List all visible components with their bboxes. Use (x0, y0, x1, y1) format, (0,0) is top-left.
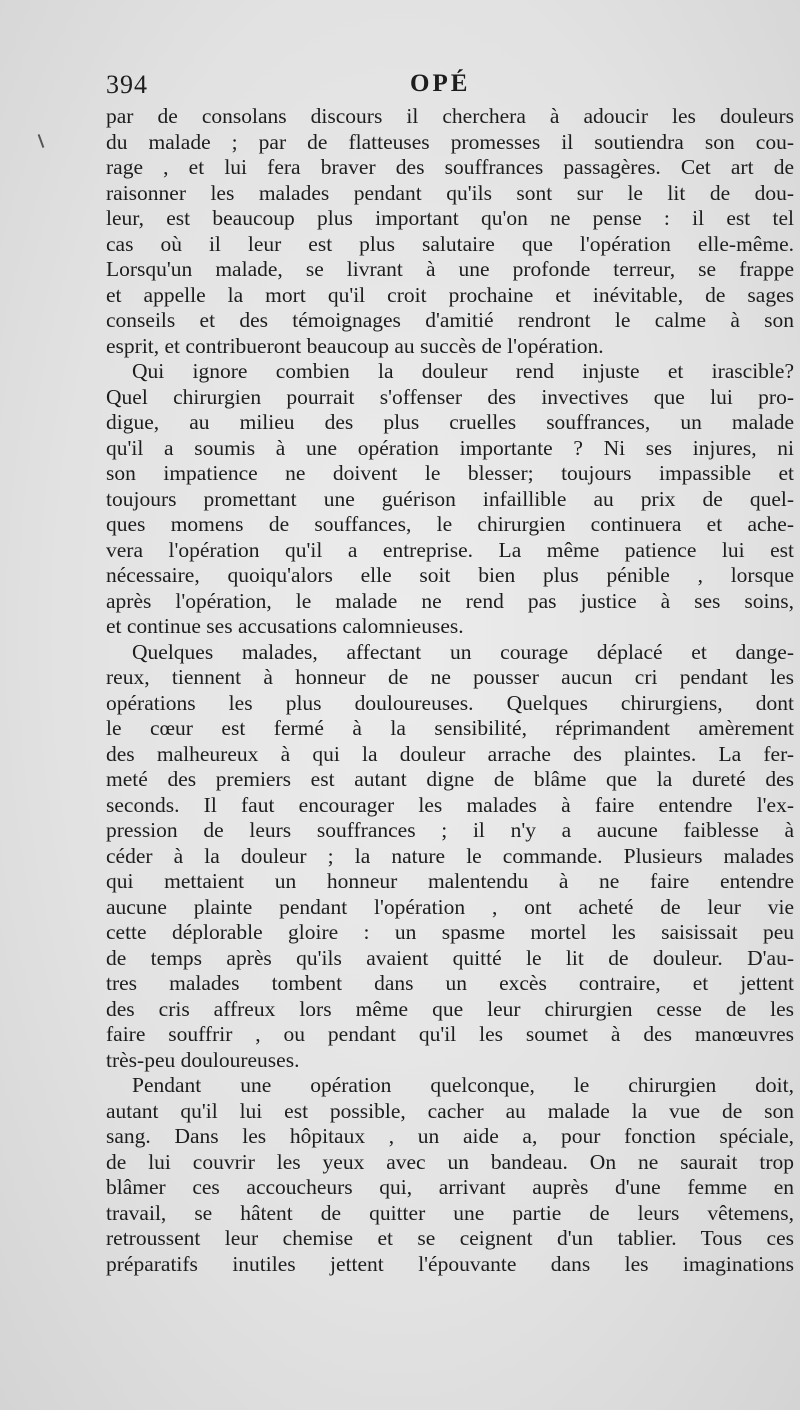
text-line: Quelques malades, affectant un courage déplacé et dange- (132, 639, 794, 664)
text-line: Pendant une opération quelconque, le chirurgien doit, (132, 1073, 794, 1097)
text-line: Qui ignore combien la douleur rend injuste et irascible? (132, 359, 794, 383)
text-line: le cœur est fermé à la sensibilité, réprimandent amèrement (106, 716, 794, 740)
page-header (106, 70, 796, 104)
text-line: raisonner les malades pendant qu'ils sont sur le lit de dou- (106, 180, 794, 205)
text-line: opérations les plus douloureuses. Quelques chirurgiens, dont (106, 690, 794, 715)
text-line: du malade ; par de flatteuses promesses il soutiendra son cou- (106, 129, 794, 154)
text-line: retroussent leur chemise et se ceignent d'un tablier. Tous ces (106, 1226, 794, 1250)
text-line: sang. Dans les hôpitaux , un aide a, pour fonction spéciale, (106, 1124, 794, 1148)
text-line: seconds. Il faut encourager les malades à faire entendre l'ex- (106, 792, 794, 817)
text-line: de temps après qu'ils avaient quitté le lit de douleur. D'au- (106, 945, 794, 970)
text-line: reux, tiennent à honneur de ne pousser aucun cri pendant les (106, 665, 794, 689)
text-line: par de consolans discours il cherchera à adoucir les douleurs (106, 104, 794, 128)
text-line: vera l'opération qu'il a entreprise. La même patience lui est (106, 537, 794, 562)
text-line: son impatience ne doivent le blesser; toujours impassible et (106, 461, 794, 485)
text-line: des malheureux à qui la douleur arrache des plaintes. La fer- (106, 741, 794, 766)
text-line: ques momens de souffances, le chirurgien continuera et ache- (106, 512, 794, 536)
text-line: faire souffrir , ou pendant qu'il les soumet à des manœuvres (106, 1022, 794, 1046)
text-line: qu'il a soumis à une opération importante ? Ni ses injures, ni (106, 435, 794, 460)
text-line: cas où il leur est plus salutaire que l'opération elle-même. (106, 231, 794, 256)
text-line: de lui couvrir les yeux avec un bandeau. On ne saurait trop (106, 1149, 794, 1174)
text-line: des cris affreux lors même que leur chirurgien cesse de les (106, 996, 794, 1021)
text-line: céder à la douleur ; la nature le commande. Plusieurs malades (106, 843, 794, 868)
text-line: blâmer ces accoucheurs qui, arrivant auprès d'une femme en (106, 1175, 794, 1199)
text-line: aucune plainte pendant l'opération , ont acheté de leur vie (106, 894, 794, 919)
text-line: préparatifs inutiles jettent l'épouvante dans les imaginations (106, 1251, 794, 1276)
text-line: travail, se hâtent de quitter une partie de leurs vêtemens, (106, 1200, 794, 1225)
body-text (106, 104, 794, 1277)
text-line: qui mettaient un honneur malentendu à ne faire entendre (106, 869, 794, 893)
text-line: très-peu douloureuses. (106, 1047, 300, 1072)
text-line: après l'opération, le malade ne rend pas justice à ses soins, (106, 588, 794, 613)
text-line: esprit, et contribueront beaucoup au succès de l'opération. (106, 333, 604, 358)
text-line: toujours promettant une guérison infaillible au prix de quel- (106, 486, 794, 511)
text-line: digue, au milieu des plus cruelles souffrances, un malade (106, 410, 794, 434)
text-line: Lorsqu'un malade, se livrant à une profonde terreur, se frappe (106, 257, 794, 281)
text-line: et continue ses accusations calomnieuses. (106, 614, 464, 638)
running-head: OPÉ (410, 70, 471, 97)
text-line: rage , et lui fera braver des souffrances passagères. Cet art de (106, 155, 794, 179)
text-line: Quel chirurgien pourrait s'offenser des invectives que lui pro- (106, 384, 794, 409)
text-line: conseils et des témoignages d'amitié rendront le calme à son (106, 308, 794, 332)
margin-mark (38, 134, 45, 148)
text-line: leur, est beaucoup plus important qu'on ne pense : il est tel (106, 206, 794, 230)
page-number: 394 (106, 70, 148, 99)
text-line: et appelle la mort qu'il croit prochaine et inévitable, de sages (106, 282, 794, 307)
text-line: cette déplorable gloire : un spasme mortel les saisissait peu (106, 920, 794, 944)
text-line: autant qu'il lui est possible, cacher au malade la vue de son (106, 1098, 794, 1123)
text-line: tres malades tombent dans un excès contraire, et jettent (106, 971, 794, 995)
text-line: pression de leurs souffrances ; il n'y a aucune faiblesse à (106, 818, 794, 842)
text-line: nécessaire, quoiqu'alors elle soit bien plus pénible , lorsque (106, 563, 794, 587)
text-line: meté des premiers est autant digne de blâme que la dureté des (106, 767, 794, 791)
